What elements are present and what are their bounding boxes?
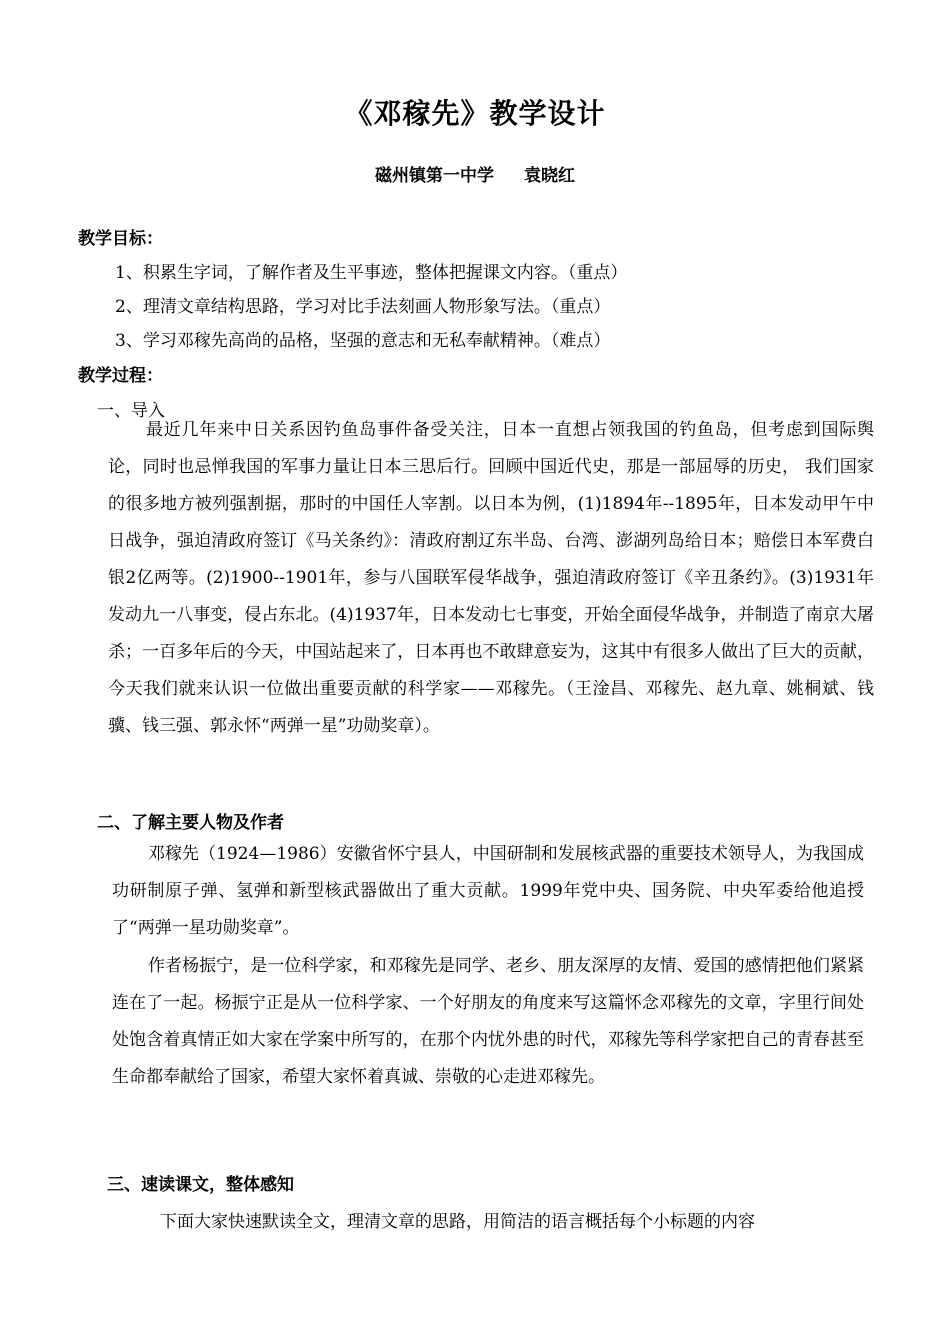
page-title: 《邓稼先》教学设计 bbox=[344, 97, 606, 130]
objective-item-2: 2、理清文章结构思路，学习对比手法刻画人物形象写法。（重点） bbox=[115, 297, 611, 317]
section-3-heading: 三、速读课文，整体感知 bbox=[107, 1175, 294, 1195]
section-2-paragraph-2: 作者杨振宁，是一位科学家，和邓稼先是同学、老乡、朋友深厚的友情、爱国的感情把他们紧紧连在了一起。杨振宁正是从一位科学家、一个好朋友的角度来写这篇怀念邓稼先的文章，字里行间处处饱含着真情正如大家在学案中所写的，在那个内忧外患的时代，邓稼先等科学家把自己的青春甚至生命都奉献给了国家，希望大家怀着真诚、崇敬的心走进邓稼先。 bbox=[112, 956, 864, 1087]
objectives-heading: 教学目标： bbox=[78, 229, 163, 249]
section-1-paragraph: 最近几年来中日关系因钓鱼岛事件备受关注，日本一直想占领我国的钓鱼岛，但考虑到国际舆论，同时也忌惮我国的军事力量让日本三思后行。回顾中国近代史，那是一部屈辱的历史， 我们国家的很多地方被列强割据，那时的中国任人宰割。以日本为例，(1)1894年--1895年，日本发动甲午中日战争，强迫清政府签订《马关条约》：清政府割辽东半岛、台湾、澎湖列岛给日本；赔偿日本军费白银2亿两等。(2)1900--1901年，参与八国联军侵华战争，强迫清政府签订《辛丑条约》。(3)1931年发动九一八事变，侵占东北。(4)1937年，日本发动七七事变，开始全面侵华战争，并制造了南京大屠杀；一百多年后的今天，中国站起来了，日本再也不敢肆意妄为，这其中有很多人做出了巨大的贡献，今天我们就来认识一位做出重要贡献的科学家——邓稼先。（王淦昌、邓稼先、赵九章、姚桐斌、钱骥、钱三强、郭永怀“两弹一星”功勋奖章）。 bbox=[108, 420, 874, 736]
section-2-heading: 二、了解主要人物及作者 bbox=[97, 813, 284, 833]
author-line bbox=[0, 161, 950, 186]
objective-item-3: 3、学习邓稼先高尚的品格，坚强的意志和无私奉献精神。（难点） bbox=[115, 331, 611, 351]
author-name: 袁晓红 bbox=[524, 166, 575, 186]
section-1-heading: 一、导入 bbox=[97, 401, 165, 421]
objective-item-1: 1、积累生字词，了解作者及生平事迹，整体把握课文内容。（重点） bbox=[115, 263, 628, 283]
section-3-paragraph: 下面大家快速默读全文，理清文章的思路，用简洁的语言概括每个小标题的内容 bbox=[160, 1212, 755, 1232]
author-school: 磁州镇第一中学 bbox=[375, 166, 494, 186]
process-heading: 教学过程： bbox=[78, 366, 163, 386]
section-2-paragraph-1: 邓稼先（1924—1986）安徽省怀宁县人，中国研制和发展核武器的重要技术领导人，为我国成功研制原子弹、氢弹和新型核武器做出了重大贡献。1999年党中央、国务院、中央军委给他追授了“两弹一星功勋奖章”。 bbox=[112, 844, 864, 938]
